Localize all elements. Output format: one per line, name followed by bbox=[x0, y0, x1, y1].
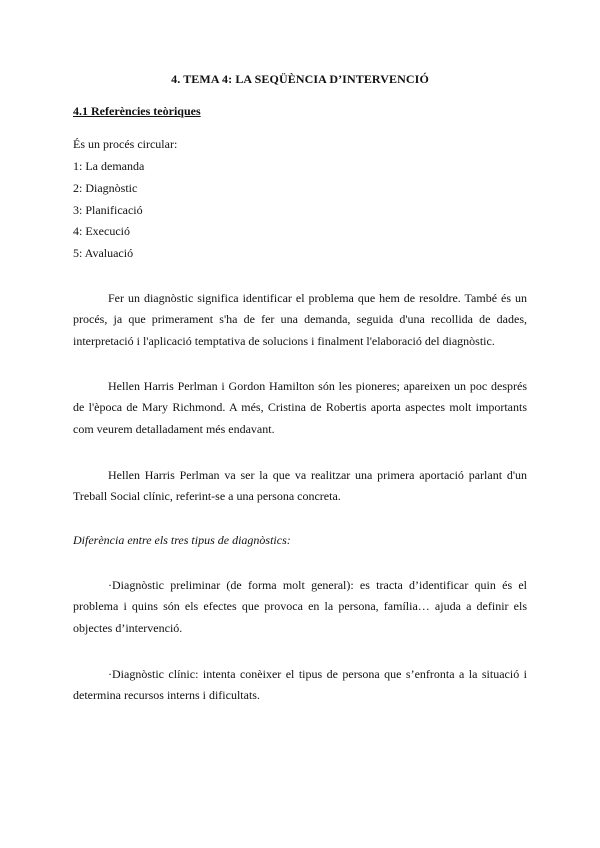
paragraph: Hellen Harris Perlman va ser la que va realitzar una primera aportació parlant d'un Treball Social clínic, referint-se a una persona concreta. bbox=[73, 468, 527, 504]
list-item: 3: Planificació bbox=[73, 203, 143, 217]
list-item: 5: Avaluació bbox=[73, 246, 134, 260]
section-heading: 4.1 Referències teòriques bbox=[73, 104, 201, 118]
subheading: Diferència entre els tres tipus de diagnòstics: bbox=[73, 533, 291, 547]
list-item: ·Diagnòstic preliminar (de forma molt general): es tracta d’identificar quin és el problema i quins són els efectes que provoca en la persona, família… ajuda a definir els objectes d’intervenció. bbox=[73, 578, 527, 635]
paragraph: Fer un diagnòstic significa identificar el problema que hem de resoldre. També és un procés, ja que primerament s'ha de fer una demanda, seguida d'una recollida de dades, interpretació i l'aplicació temptativa de solucions i finalment l'elaboració del diagnòstic. bbox=[73, 291, 527, 348]
list-item: 1: La demanda bbox=[73, 159, 145, 173]
list-item: ·Diagnòstic clínic: intenta conèixer el tipus de persona que s’enfronta a la situació i determina recursos interns i dificultats. bbox=[73, 667, 527, 703]
list-item: 2: Diagnòstic bbox=[73, 181, 138, 195]
intro-text: És un procés circular: bbox=[73, 137, 178, 151]
document-title: 4. TEMA 4: LA SEQÜÈNCIA D’INTERVENCIÓ bbox=[171, 72, 429, 86]
paragraph: Hellen Harris Perlman i Gordon Hamilton són les pioneres; apareixen un poc després de l'època de Mary Richmond. A més, Cristina de Robertis aporta aspectes molt importants com veurem detalladament més endavant. bbox=[73, 379, 527, 436]
list-item: 4: Execució bbox=[73, 224, 130, 238]
